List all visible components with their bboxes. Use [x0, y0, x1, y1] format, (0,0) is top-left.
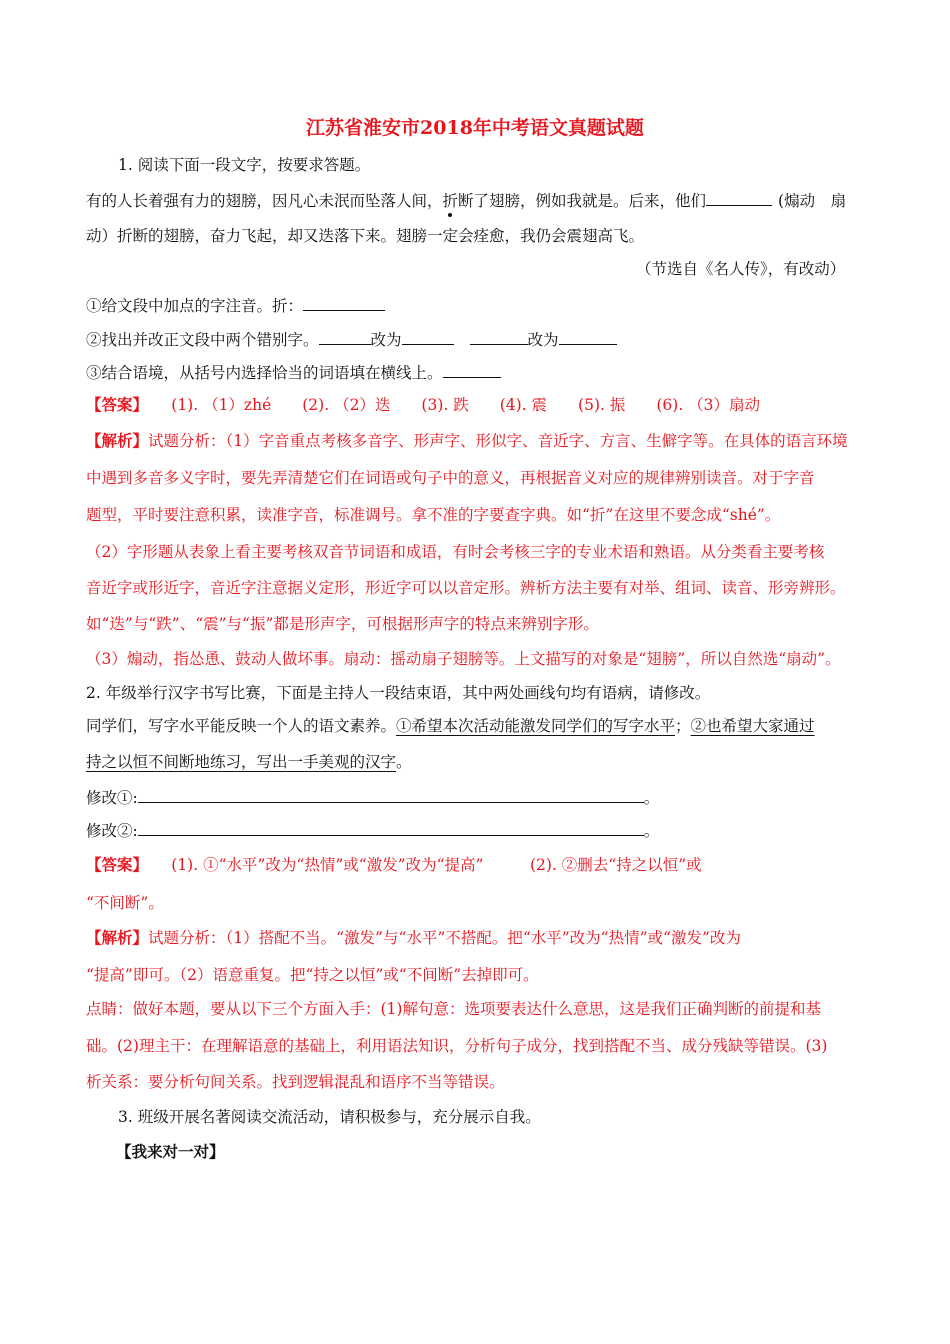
answer-tag: 【答案】 [86, 395, 141, 414]
q2-passage-text: 同学们，写字水平能反映一个人的语文素养。 [86, 717, 397, 735]
q1-passage-text-c: (煽动 扇 [778, 192, 847, 210]
q2-passage-line-2 [86, 752, 412, 772]
q2-prompt: 2. 年级举行汉字书写比赛，下面是主持人一段结束语，其中两处画线句均有语病，请修改。 [86, 684, 711, 702]
q1-analysis-line-7: （3）煽动，指怂恿、鼓动人做坏事。扇动：摇动扇子翅膀等。上文描写的对象是“翅膀”，所以自然选“扇动”。 [86, 650, 841, 668]
q1-task-1-text: ①给文段中加点的字注音。折： [86, 297, 304, 315]
q2-analysis-line-2: “提高”即可。（2）语意重复。把“持之以恒”或“不间断”去掉即可。 [86, 966, 539, 984]
q3-section-heading: 【我来对一对】 [116, 1142, 225, 1161]
fix-2-period: 。 [643, 822, 660, 840]
fix-1-period: 。 [643, 789, 660, 807]
q1-answer-text: (1). （1）zhé (2). （2）迭 (3). 跌 (4). 震 (5). 振 (6). （3）扇动 [140, 396, 761, 414]
q2-passage-line-1 [86, 716, 815, 736]
q2-passage-end: 。 [396, 753, 412, 771]
pinyin-blank[interactable] [303, 295, 385, 311]
q1-analysis-line-2: 中遇到多音多义字时，要先弄清楚它们在词语或句子中的意义，再根据音义对应的规律辨别读音。对于字音 [86, 469, 815, 487]
q1-analysis-line-3: 题型，平时要注意积累，读准字音，标准调号。拿不准的字要查字典。如“折”在这里不要念成“shé”。 [86, 506, 781, 524]
q3-prompt: 3. 班级开展名著阅读交流活动，请积极参与，充分展示自我。 [118, 1108, 541, 1126]
q2-answer-line-2: “不间断”。 [86, 894, 164, 912]
q1-task-3-text: ③结合语境，从括号内选择恰当的词语填在横线上。 [86, 364, 443, 382]
analysis-tag: 【解析】 [86, 431, 149, 450]
word-choice-blank[interactable] [443, 362, 501, 378]
q1-passage-text-b: 断了翅膀，例如我就是。后来，他们 [458, 192, 707, 210]
q1-task-3 [86, 362, 501, 383]
document-title: 江苏省淮安市2018年中考语文真题试题 [306, 117, 644, 139]
q1-analysis-line-5: 音近字或形近字，音近字注意据义定形，形近字可以以音定形。辨析方法主要有对举、组词、读音、形旁辨形。 [86, 579, 846, 597]
q2-tips-line-1: 点睛：做好本题，要从以下三个方面入手：(1)解句意：选项要表达什么意思，这是我们正确判断的前提和基 [86, 1000, 821, 1018]
q2-analysis-line-1 [86, 928, 741, 948]
wrong-char-blank-1[interactable] [319, 329, 371, 345]
q2-answer-text-1: (1). ①“水平”改为“热情”或“激发”改为“提高” (2). ②删去“持之以恒”或 [140, 856, 702, 874]
q1-analysis-line-6: 如“迭”与“跌”、“震”与“振”都是形声字，可根据形声字的特点来辨别字形。 [86, 615, 599, 633]
q2-analysis-text-1: 试题分析：（1）搭配不当。“激发”与“水平”不搭配。把“水平”改为“热情”或“激发”改为 [148, 929, 741, 947]
correct-char-blank-2[interactable] [559, 329, 617, 345]
q1-task-2-change-2: 改为 [527, 331, 559, 349]
q1-analysis-text-1: 试题分析：（1）字音重点考核多音字、形声字、形似字、音近字、方言、生僻字等。在具体的语言环境 [148, 432, 848, 450]
q1-passage-line-2: 动）折断的翅膀，奋力飞起，却又迭落下来。翅膀一定会痊愈，我仍会震翅高飞。 [86, 227, 645, 245]
q1-answer [86, 395, 760, 415]
underlined-sentence-1: ①希望本次活动能激发同学们的写字水平 [396, 717, 676, 735]
q1-analysis-line-1 [86, 431, 848, 451]
analysis-tag: 【解析】 [86, 928, 149, 947]
q1-source: （节选自《名人传》，有改动） [636, 260, 846, 278]
dotted-character: 折 [442, 192, 459, 210]
q1-task-2 [86, 329, 617, 350]
q2-fix-1 [86, 787, 659, 808]
fix-1-label: 修改①: [86, 789, 138, 807]
underlined-sentence-2-start: ②也希望大家通过 [690, 717, 815, 735]
q2-separator: ； [675, 717, 691, 735]
correct-char-blank-1[interactable] [402, 329, 454, 345]
fill-blank[interactable] [706, 190, 772, 206]
fix-1-blank[interactable] [138, 787, 644, 803]
q1-analysis-line-4: （2）字形题从表象上看主要考核双音节词语和成语，有时会考核三字的专业术语和熟语。从分类看主要考核 [86, 543, 825, 561]
fix-2-label: 修改②: [86, 822, 138, 840]
q1-prompt: 1. 阅读下面一段文字，按要求答题。 [118, 156, 371, 174]
q2-tips-line-2: 础。(2)理主干：在理解语意的基础上，利用语法知识，分析句子成分，找到搭配不当、成分残缺等错误。(3) [86, 1037, 828, 1055]
underlined-sentence-2-end: 持之以恒不间断地练习，写出一手美观的汉字 [86, 753, 397, 771]
q2-tips-line-3: 析关系：要分析句间关系。找到逻辑混乱和语序不当等错误。 [86, 1073, 505, 1091]
q2-fix-2 [86, 820, 659, 841]
fix-2-blank[interactable] [138, 820, 644, 836]
wrong-char-blank-2[interactable] [470, 329, 528, 345]
q1-task-1 [86, 295, 385, 316]
q1-passage-line-1 [86, 190, 846, 211]
answer-tag: 【答案】 [86, 855, 141, 874]
q2-answer-line-1 [86, 855, 702, 875]
q1-task-2-change-1: 改为 [370, 331, 402, 349]
q1-passage-text-a: 有的人长着强有力的翅膀，因凡心未泯而坠落人间， [86, 192, 443, 210]
q1-task-2-text: ②找出并改正文段中两个错别字。 [86, 331, 319, 349]
